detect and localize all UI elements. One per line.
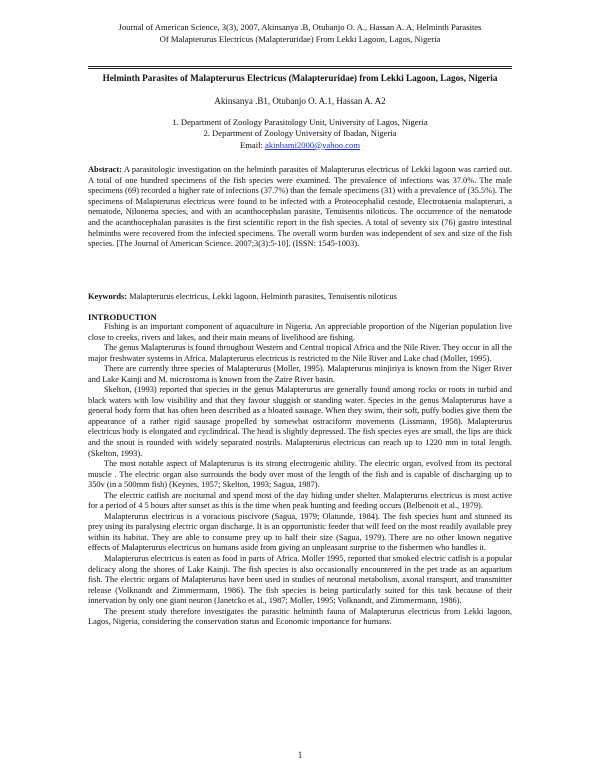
abstract-label: Abstract:: [88, 165, 122, 174]
email-line: [60, 140, 540, 151]
paragraph: Malapterurus electricus is a voracious piscivore (Sagua, 1979; Olatunde, 1984). The fish species hunt and stunned its prey using its paralysing electric organ discharge. It is an opportunistic feeder that will feed on the most readily available prey within its habitat. They are able to consume prey up to half their size (Sagua, 1979). There are no other known negative effects of Malapterurus electricus on humans aside from giving an unpleasant surprise to the fishermen who handles it.: [88, 511, 512, 553]
introduction-body: [88, 322, 512, 628]
header-rule-top: [88, 66, 512, 67]
abstract-text: A parasitologic investigation on the helminth parasites of Malapterurus electricus of Lekki lagoon was carried out. A total of one hundred specimens of the fish species were examined. The prevalence of infections was 37.0%. The male specimens (69) recorded a higher rate of infections (37.7%) than the female specimens (31) with a prevalence of (35.5%). The specimens of Malapterurus electricus were found to be infected with a Proteocephalid cestode, Electrotaenia malapteruri, a nematode, Nilonema species, and with an acanthocephalan parasite, Tenuisentis niloticus. The occurrence of the nematode and the acanthocephalan parasites is the first scientific report in the fish species. A total of seventy six (76) gastro intestinal helminths were recovered from the infected specimens. The overall worm burden was independent of sex and size of the fish species. [The Journal of American Science. 2007;3(3):5-10]. (ISSN: 1545-1003).: [88, 165, 512, 249]
keywords-text: Malapterurus electricus, Lekki lagoon, Helminth parasites, Tenuisentis niloticus: [129, 292, 397, 301]
running-header-line-1: Journal of American Science, 3(3), 2007, Akinsanya .B, Otubanjo O. A., Hassan A. A, Helminth Parasites: [118, 22, 482, 32]
paragraph: Fishing is an important component of aquaculture in Nigeria. An appreciable proportion of the Nigerian population live close to creeks, rivers and lakes, and their main means of livelihood are fishing.: [88, 322, 512, 342]
section-heading-introduction: INTRODUCTION: [88, 312, 157, 322]
paragraph: The genus Malapterurus is found throughout Western and Central tropical Africa and the Nile River. They occur in all the major freshwater systems in Africa. Malapterurus electricus is restricted to the Nile River and Lake chad (Moller, 1995).: [88, 343, 512, 363]
paragraph: The present study therefore investigates the parasitic helminth fauna of Malapterurus electricus from Lekki lagoon, Lagos, Nigeria, considering the conservation status and Economic importance for humans.: [88, 606, 512, 627]
paragraph: Skelton, (1993) reported that species in the genus Malapterurus are generally found among rocks or roots in turbid and black waters with low visibility and that they favour sluggish or standing water. Species in the genus Malapterurus have a general body form that has often been described as a bloated sausage. When they swim, their soft, puffy bodies give them the appearance of a rather rigid sausage propelled by somewhat ostraciform movements (Lissmann, 1958). Malapterurus electricus body is elongated and cyclindrical. The head is slightly depressed. The fish species eyes are small, the lips are thick and the snout is rounded with widely separated nostrils. Malapterurus electricus can reach up to 1220 mm in total length. (Skelton, 1993).: [88, 385, 512, 458]
keywords: [88, 292, 512, 301]
page-number: 1: [297, 750, 303, 760]
affiliation-2: 2. Department of Zoology University of Ibadan, Nigeria: [203, 128, 397, 139]
header-rule-bottom: [88, 68, 512, 69]
author-list: Akinsanya .B1, Otubanjo O. A.1, Hassan A. A2: [214, 96, 386, 106]
email-link[interactable]: akinbami2000@yahoo.com: [265, 139, 361, 150]
keywords-label: Keywords:: [88, 292, 128, 301]
paragraph: Malapterurus electricus is eaten as food in parts of Africa. Moller 1995, reported that smoked electric catfish is a popular delicacy along the shores of Lake Kainji. The fish species is also occasionally encountered in the pet trade as an aquarium fish. The electric organs of Malapterurus have been used in studies of neuronal metabolism, axonal transport, and transmitter release (Volknandt and Zimmermann, 1986). The fish species is being particularly suited for this task because of their innervation by only one giant neuron (Janetcko et al., 1987; Moller, 1995; Volknandt, and Zimmermann, 1986).: [88, 554, 512, 606]
paper-title: Helminth Parasites of Malapterurus Electricus (Malapteruridae) from Lekki Lagoon, Lagos, Nigeria: [102, 73, 498, 83]
paragraph: The most notable aspect of Malapterurus is its strong electrogenic ability. The electric organ, evolved from its pectoral muscle . The electric organ also surrounds the body over most of the length of the fish and is capable of discharging up to 350v (in a 500mm fish) (Keynes, 1957; Skelton, 1993; Sagua, 1987).: [88, 459, 512, 490]
paragraph: There are currently three species of Malapterurus (Moller, 1995). Malapterurus minjiriya is known from the Niger River and Lake Kainji and M. microstoma is known from the Zaire River basin.: [88, 364, 512, 384]
paragraph: The electric catfish are nocturnal and spend most of the day hiding under shelter. Malapterurus electricus is most active for a period of 4 5 hours after sunset as this is the time when peak hunting and feeding occurs (Belbenoit et al., 1979).: [88, 490, 512, 511]
running-header: [60, 22, 540, 45]
running-header-line-2: Of Malapterurus Electricus (Malapteruridae) From Lekki Lagoon, Lagos, Nigeria: [159, 33, 441, 44]
email-label: Email:: [239, 139, 266, 150]
abstract: [88, 165, 512, 250]
affiliation-1: 1. Department of Zoology Parasitology Unit, University of Lagos, Nigeria: [172, 117, 428, 127]
affiliations: [60, 117, 540, 151]
